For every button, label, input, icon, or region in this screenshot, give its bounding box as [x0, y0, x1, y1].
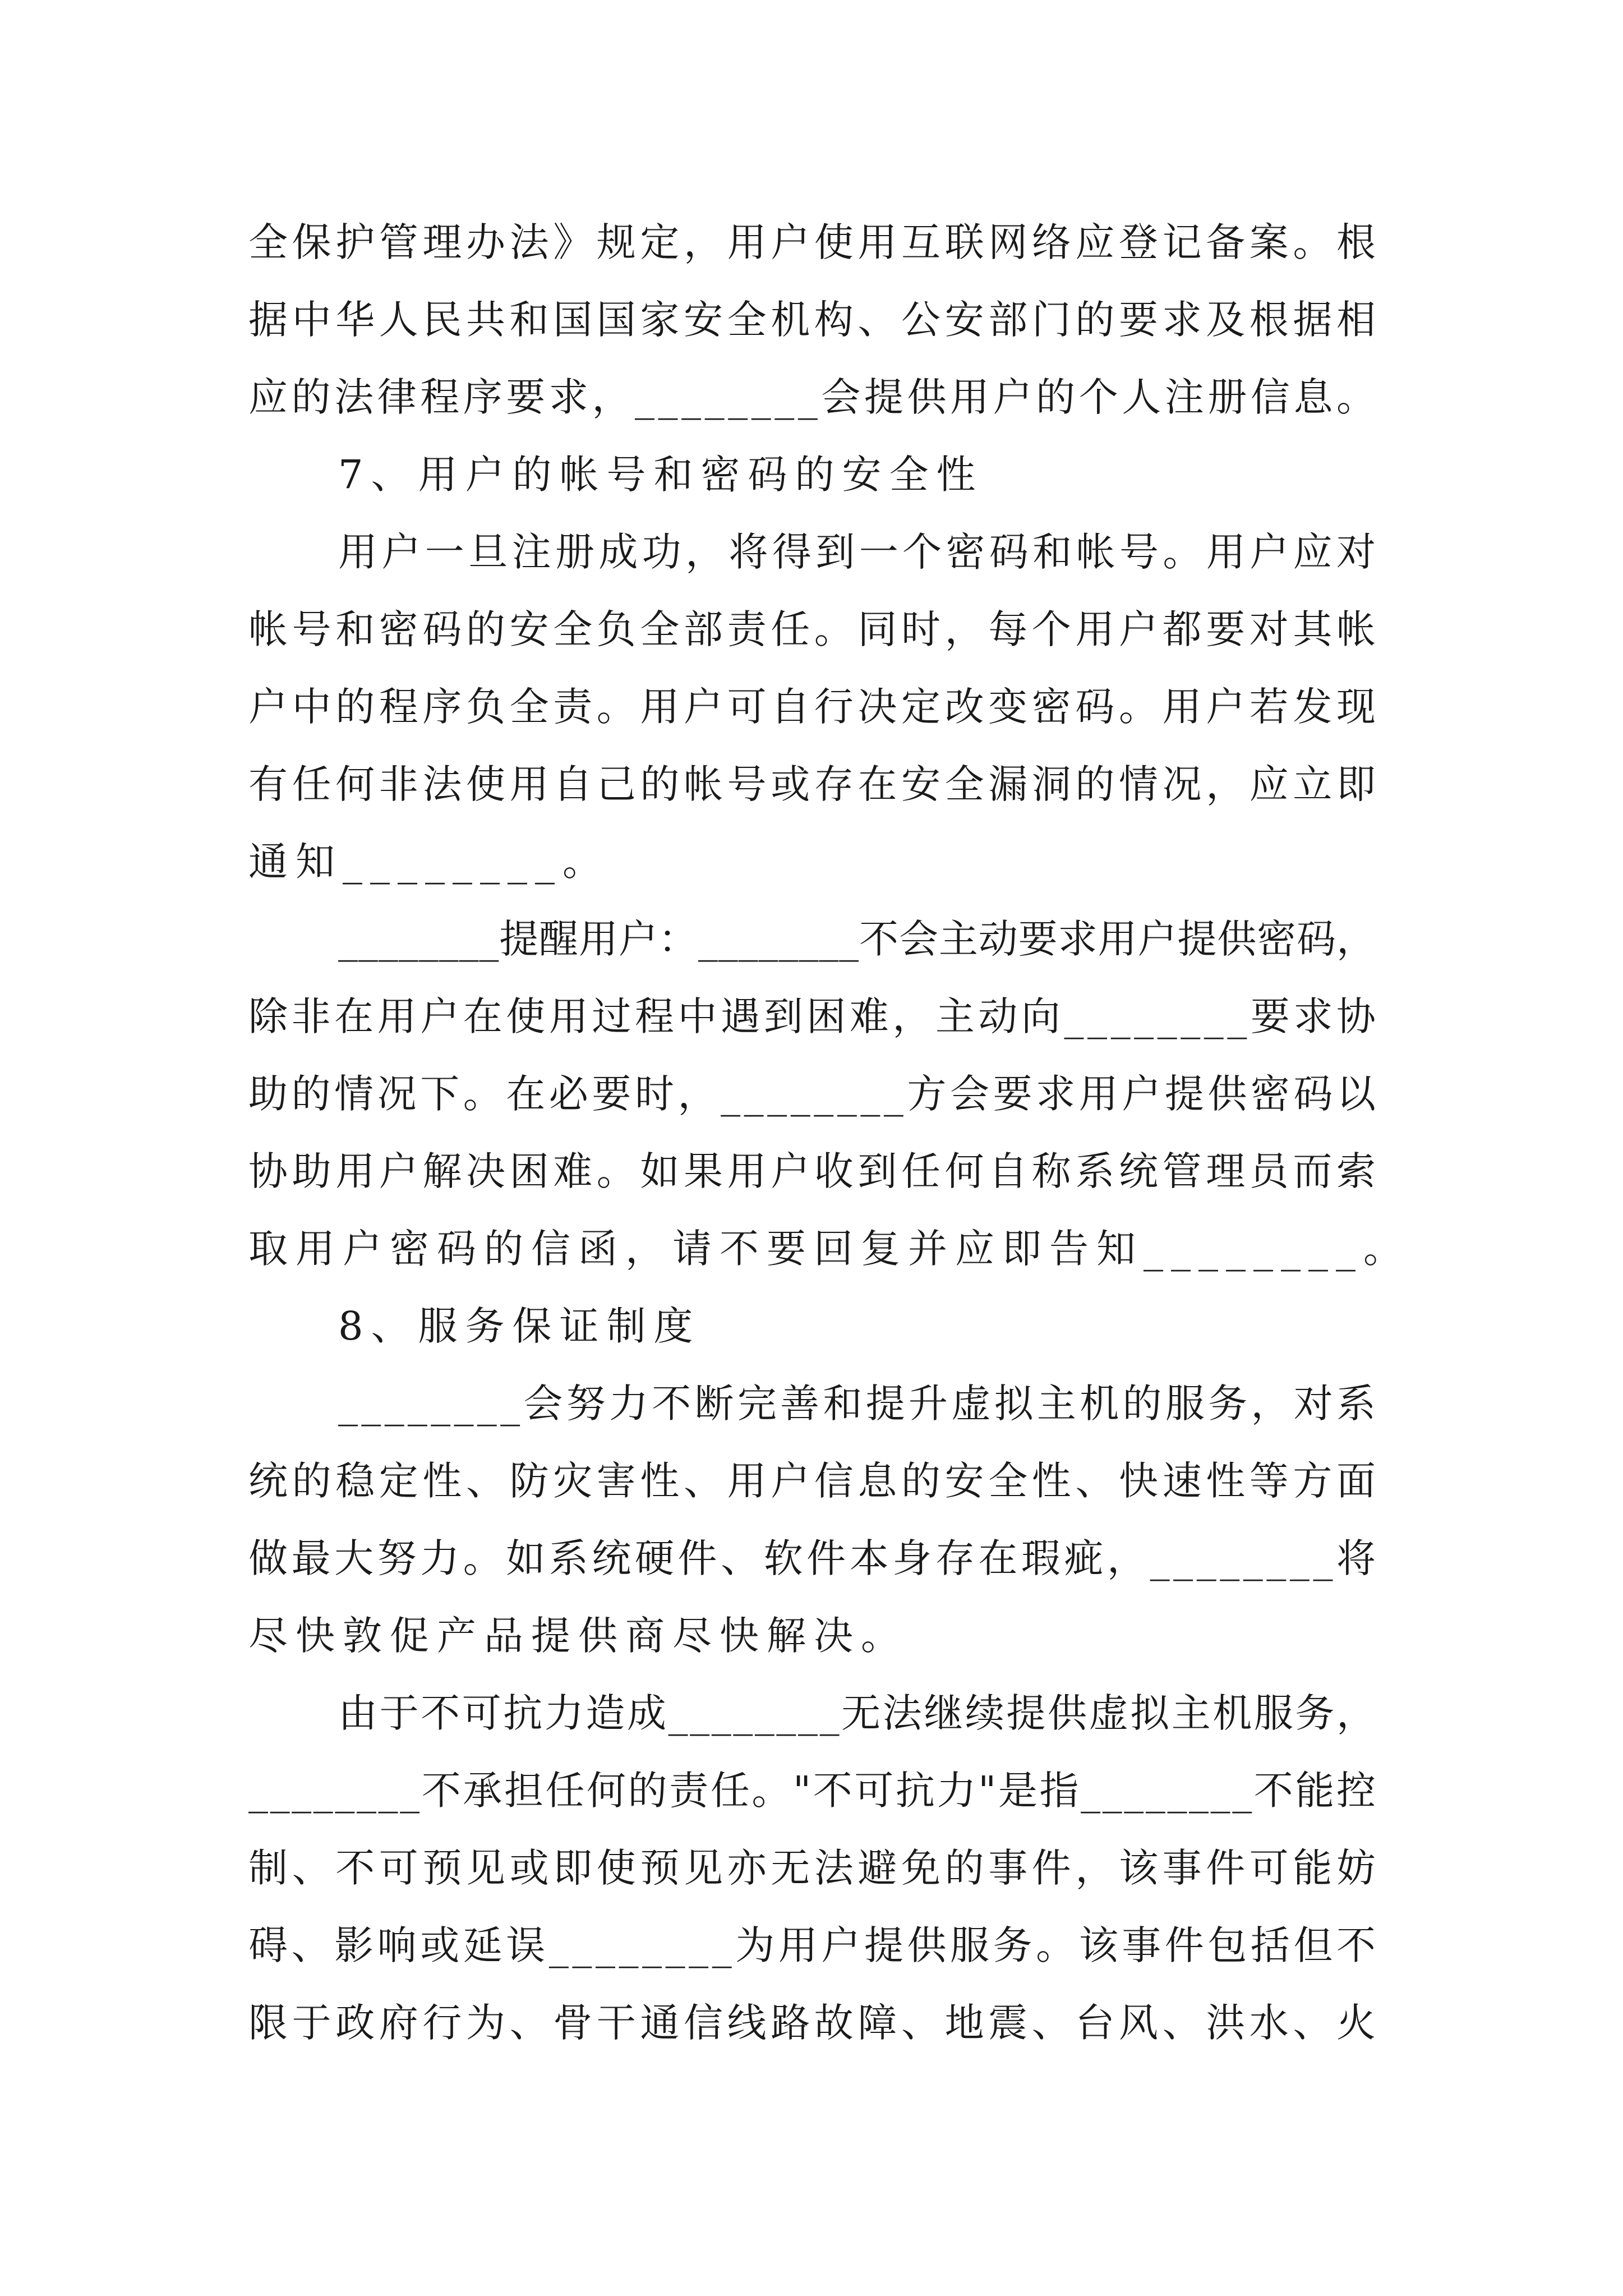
text-segment: 助的情况下。在必要时，________方会要求用户提供密码以 — [248, 1071, 1380, 1117]
text-segment: 取用户密码的信函，请不要回复并应即告知________。 — [248, 1226, 1410, 1272]
text-segment: 统的稳定性、防灾害性、用户信息的安全性、快速性等方面 — [248, 1458, 1380, 1504]
section-heading — [338, 1292, 1376, 1360]
text-segment: 全保护管理办法》规定，用户使用互联网络应登记备案。根 — [248, 219, 1380, 265]
text-segment: 据中华人民共和国国家安全机构、公安部门的要求及根据相 — [248, 297, 1380, 343]
text-segment: 尽快敦促产品提供商尽快解决。 — [248, 1613, 908, 1659]
text-line — [248, 364, 1380, 431]
text-line — [248, 596, 1380, 663]
text-segment: 协助用户解决困难。如果用户收到任何自称系统管理员而索 — [248, 1148, 1380, 1194]
text-segment: 由于不可抗力造成________无法继续提供虚拟主机服务， — [338, 1690, 1378, 1736]
text-line — [248, 1834, 1380, 1902]
text-segment: 碍、影响或延误________为用户提供服务。该事件包括但不 — [248, 1922, 1380, 1968]
text-line — [248, 828, 1376, 895]
text-line — [248, 1138, 1380, 1205]
text-line — [338, 1370, 1380, 1437]
text-line — [248, 286, 1380, 353]
text-line — [248, 1912, 1380, 1979]
text-line — [248, 1525, 1380, 1592]
text-segment: 通知________。 — [248, 839, 610, 885]
text-line — [248, 1602, 1376, 1669]
text-line — [248, 1757, 1376, 1824]
text-segment: 限于政府行为、骨干通信线路故障、地震、台风、洪水、火 — [248, 2000, 1380, 2046]
text-segment: 用户一旦注册成功，将得到一个密码和帐号。用户应对 — [338, 529, 1380, 575]
text-line — [248, 1215, 1410, 1282]
text-segment: 有任何非法使用自己的帐号或存在安全漏洞的情况，应立即 — [248, 761, 1380, 807]
text-line — [338, 1680, 1376, 1747]
heading-text: 8、服务保证制度 — [338, 1303, 701, 1349]
text-line — [248, 1060, 1380, 1128]
text-segment: ________提醒用户：________不会主动要求用户提供密码， — [338, 916, 1376, 962]
text-line — [338, 518, 1380, 586]
text-line — [248, 209, 1380, 276]
text-segment: 制、不可预见或即使预见亦无法避免的事件，该事件可能妨 — [248, 1845, 1380, 1891]
text-segment: ________不承担任何的责任。"不可抗力"是指________不能控 — [248, 1768, 1378, 1814]
text-segment: 除非在用户在使用过程中遇到困难，主动向________要求协 — [248, 993, 1380, 1039]
heading-text: 7、用户的帐号和密码的安全性 — [338, 452, 984, 498]
text-segment: ________会努力不断完善和提升虚拟主机的服务，对系 — [338, 1381, 1380, 1427]
text-line — [248, 1447, 1380, 1515]
text-line — [248, 1989, 1380, 2056]
text-segment: 做最大努力。如系统硬件、软件本身存在瑕疵，________将 — [248, 1535, 1380, 1581]
text-segment: 应的法律程序要求，________会提供用户的个人注册信息。 — [248, 374, 1380, 420]
text-line — [338, 905, 1376, 973]
text-line — [248, 751, 1380, 818]
section-heading — [338, 441, 1376, 508]
text-segment: 帐号和密码的安全负全部责任。同时，每个用户都要对其帐 — [248, 606, 1380, 652]
text-line — [248, 983, 1380, 1050]
text-segment: 户中的程序负全责。用户可自行决定改变密码。用户若发现 — [248, 684, 1380, 730]
text-line — [248, 673, 1380, 740]
